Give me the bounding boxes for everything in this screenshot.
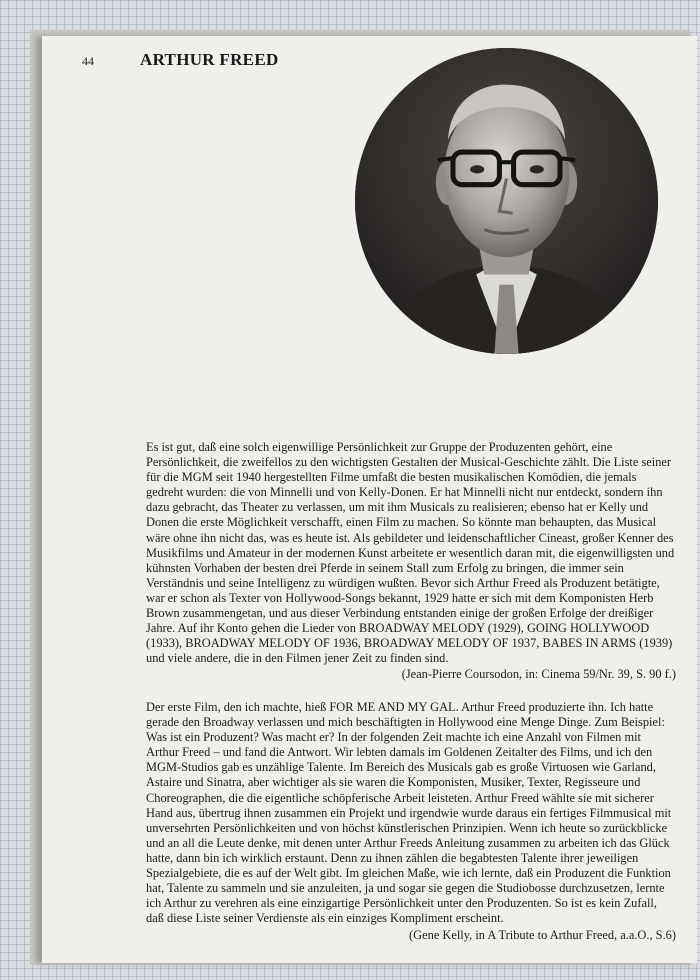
portrait-illustration (355, 48, 658, 354)
page-title: ARTHUR FREED (140, 50, 279, 69)
page-header (82, 50, 279, 70)
quote-kelly-text: Der erste Film, den ich machte, hieß FOR ME AND MY GAL. Arthur Freed produzierte ihn. Ich hatte gerade den Broadway verlassen und mich beschäftigten in Hollywood eine Menge Dinge. Zum Beispiel: Was ist ein Produzent? Was macht er? In der folgenden Zeit machte ich eine Anzahl von Filmen mit Arthur Freed – und fand die Antwort. Wir lebten damals im Goldenen Zeitalter des Films, und ich den MGM-Studios gab es unzählige Talente. Im Bereich des Musicals gab es große Virtuosen wie Garland, Astaire und Sinatra, aber wichtiger als sie waren die Komponisten, Musiker, Texter, Regisseure und Choreographen, die die eigentliche schöpferische Arbeit leisteten. Arthur Freed wählte sie mit sicherer Hand aus, übertrug ihnen zusammen ein Projekt und irgendwie wurde daraus ein fertiges Filmmusical mit unversehrten Persönlichkeiten und von höchst künstlerischen Prinzipien. Wenn ich heute so zurückblicke und an all die Leute denke, mit denen unter Arthur Freeds Anleitung zusammen zu arbeiten ich das Glück hatte, dann bin ich wirklich erstaunt. Denn zu ihnen zählen die begabtesten Talente ihrer jeweiligen Spezialgebiete, die es auf der Welt gibt. Im gleichen Maße, wie ich lernte, daß ein Produzent die Funktion hat, Talente zu sammeln und sie anzuleiten, ja und sogar sie gegen die Studiobosse durchzusetzen, lernte ich Arthur zu verehren als eine einzigartige Persönlichkeit unter den Produzenten. So ist es kein Zufall, daß diese Liste seiner Verdienste als ein einziges Kompliment erscheint. (146, 700, 672, 926)
quote-coursodon-citation: (Jean-Pierre Coursodon, in: Cinema 59/Nr. 39, S. 90 f.) (401, 667, 676, 682)
quote-coursodon-text: Es ist gut, daß eine solch eigenwillige Persönlichkeit zur Gruppe der Produzenten gehört, eine Persönlichkeit, die zweifellos zu den wichtigsten Gestalten der Musical-Geschichte zählt. Die Liste seiner für die MGM seit 1940 hergestellten Filme umfaßt die besten musikalischen Komödien, die jemals gedreht wurden: die von Minnelli und von Kelly-Donen. Er hat Minnelli nicht nur entdeckt, sondern ihn dazu gebracht, das Theater zu verlassen, um mit ihm Musicals zu realisieren; ebenso hat er Kelly und Donen die erste Möglichkeit verschafft, einen Film zu machen. So könnte man behaupten, das Musical wäre ohne ihn nicht das, was es heute ist. Als gebildeter und leidenschaftlicher Cineast, großer Kenner des Musikfilms und Amateur in der modernen Kunst arbeitete er wesentlich daran mit, die eigenwilligsten und kühnsten Vorhaben der besten drei Pferde in seinem Stall zum Erfolg zu bringen, die immer sein Verständnis und seine Intelligenz zu würdigen wußten. Bevor sich Arthur Freed als Produzent betätigte, war er schon als Texter von Hollywood-Songs bekannt, 1929 hatte er sich mit dem Komponisten Herb Brown zusammengetan, und aus dieser Verbindung entstanden einige der großen Erfolge der dreißiger Jahre. Auf ihr Konto gehen die Lieder von BROADWAY MELODY (1929), GOING HOLLYWOOD (1933), BROADWAY MELODY OF 1936, BROADWAY MELODY OF 1937, BABES IN ARMS (1939) und viele andere, die in den Filmen jener Zeit zu finden sind. (146, 440, 675, 666)
portrait-photo (355, 48, 658, 354)
quote-kelly-citation: (Gene Kelly, in A Tribute to Arthur Freed, a.a.O., S.6) (409, 928, 676, 943)
quote-kelly (146, 700, 676, 944)
book-page (42, 36, 697, 963)
quote-coursodon (146, 440, 676, 683)
page-number: 44 (82, 54, 94, 68)
